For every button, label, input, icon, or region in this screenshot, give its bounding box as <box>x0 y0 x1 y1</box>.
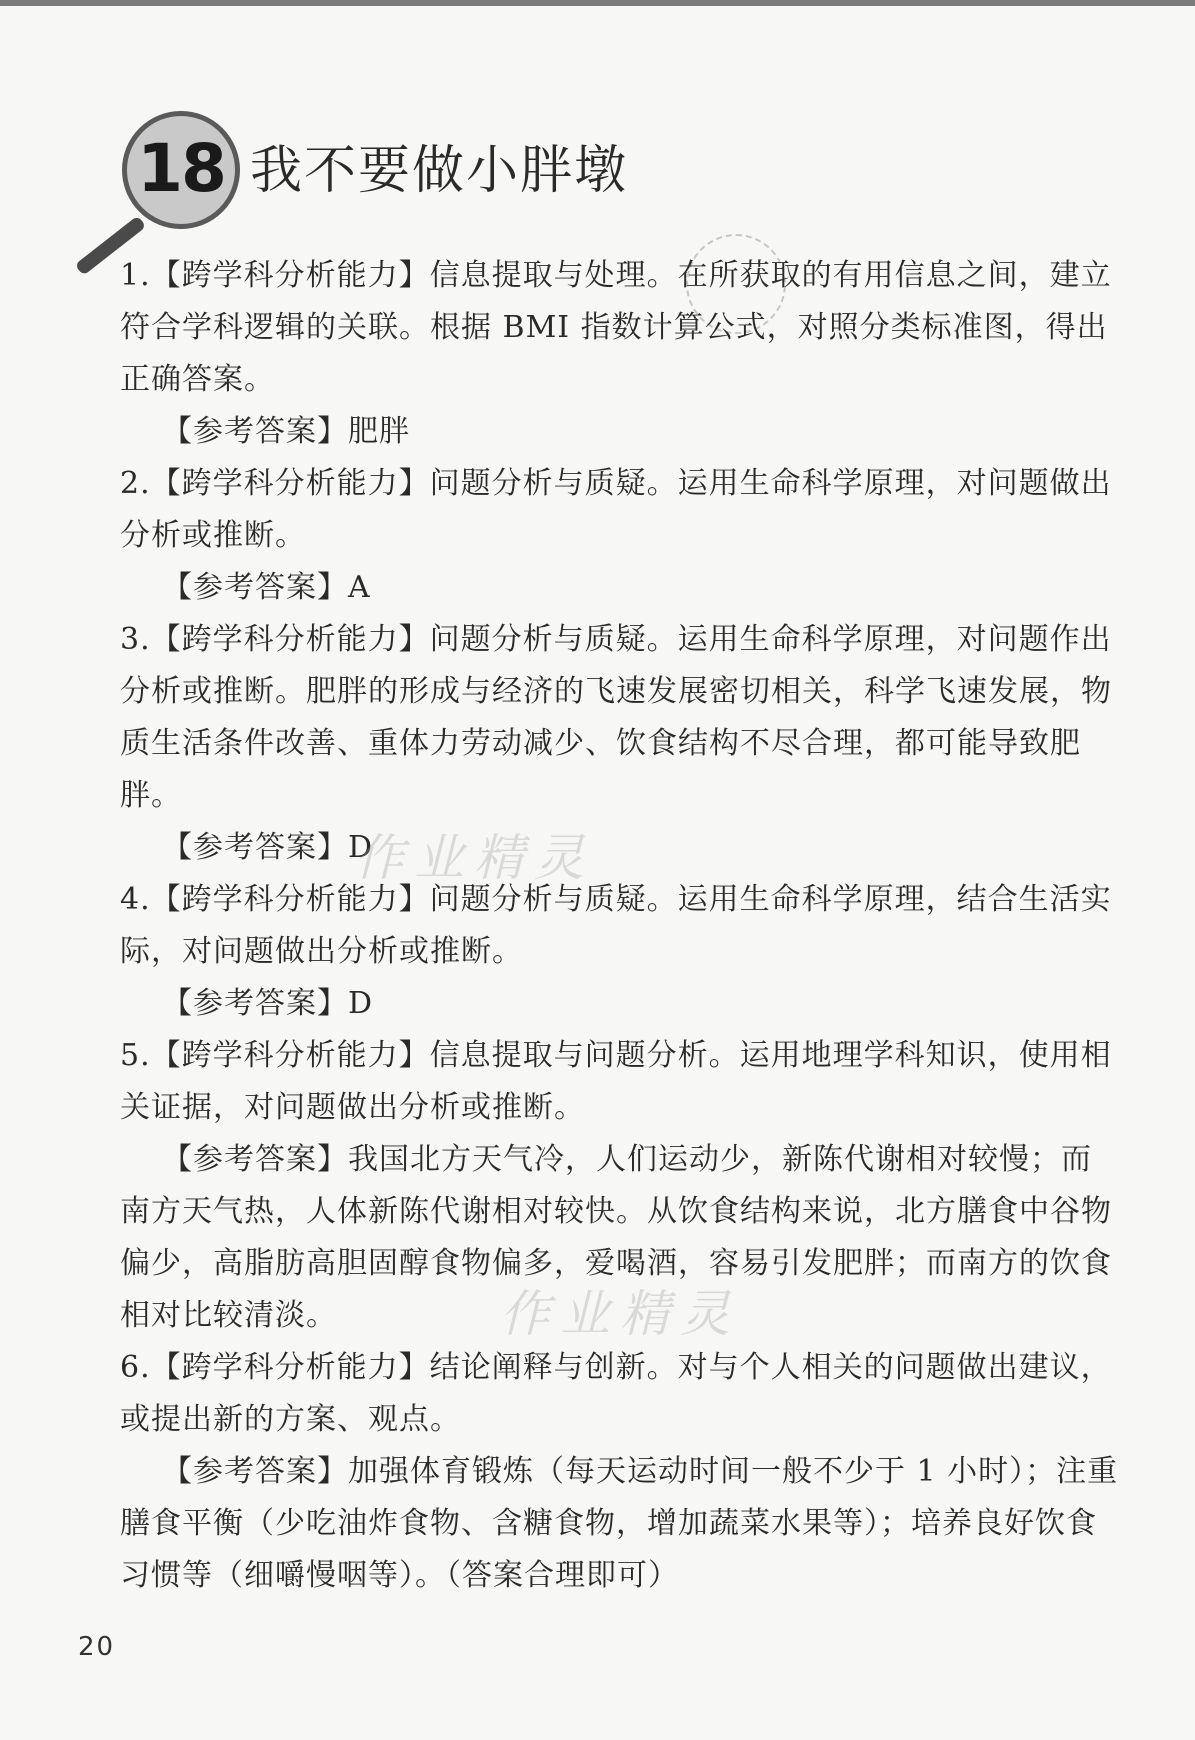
magnifier-badge-icon <box>122 111 240 229</box>
question-item-6 <box>120 1342 1120 1602</box>
page-number: 20 <box>78 1632 116 1662</box>
reference-answer: 【参考答案】加强体育锻炼（每天运动时间一般不少于 1 小时）；注重膳食平衡（少吃油炸食物、含糖食物，增加蔬菜水果等）；培养良好饮食习惯等（细嚼慢咽等）。（答案合理即可） <box>120 1454 1119 1593</box>
lesson-title: 我不要做小胖墩 <box>250 141 629 201</box>
lesson-heading <box>62 106 762 266</box>
question-item-1 <box>120 250 1120 458</box>
watermark-text: 作业精灵 <box>354 829 594 887</box>
answer-content <box>120 250 1120 1602</box>
reference-answer: 【参考答案】D <box>162 830 374 865</box>
reference-answer: 【参考答案】A <box>162 570 371 605</box>
question-analysis: 6.【跨学科分析能力】结论阐释与创新。对与个人相关的问题做出建议，或提出新的方案、观点。 <box>120 1350 1112 1437</box>
question-analysis: 5.【跨学科分析能力】信息提取与问题分析。运用地理学科知识，使用相关证据，对问题做出分析或推断。 <box>120 1038 1112 1125</box>
reference-answer: 【参考答案】D <box>162 986 374 1021</box>
question-item-3 <box>120 614 1120 874</box>
question-analysis: 3.【跨学科分析能力】问题分析与质疑。运用生命科学原理，对问题作出分析或推断。肥胖的形成与经济的飞速发展密切相关，科学飞速发展，物质生活条件改善、重体力劳动减少、饮食结构不尽合理，都可能导致肥胖。 <box>120 622 1112 813</box>
lesson-number: 18 <box>137 130 225 207</box>
question-analysis: 2.【跨学科分析能力】问题分析与质疑。运用生命科学原理，对问题做出分析或推断。 <box>120 466 1112 553</box>
watermark-text: 作业精灵 <box>500 1285 740 1343</box>
reference-answer: 【参考答案】我国北方天气冷，人们运动少，新陈代谢相对较慢；而南方天气热，人体新陈代谢相对较快。从饮食结构来说，北方膳食中谷物偏少，高脂肪高胆固醇食物偏多，爱喝酒，容易引发肥胖；而南方的饮食相对比较清淡。 <box>120 1142 1112 1333</box>
question-item-4 <box>120 874 1120 1030</box>
question-item-2 <box>120 458 1120 614</box>
reference-answer: 【参考答案】肥胖 <box>162 414 410 449</box>
question-analysis: 4.【跨学科分析能力】问题分析与质疑。运用生命科学原理，结合生活实际，对问题做出分析或推断。 <box>120 882 1112 969</box>
question-analysis: 1.【跨学科分析能力】信息提取与处理。在所获取的有用信息之间，建立符合学科逻辑的关联。根据 BMI 指数计算公式，对照分类标准图，得出正确答案。 <box>120 258 1112 397</box>
